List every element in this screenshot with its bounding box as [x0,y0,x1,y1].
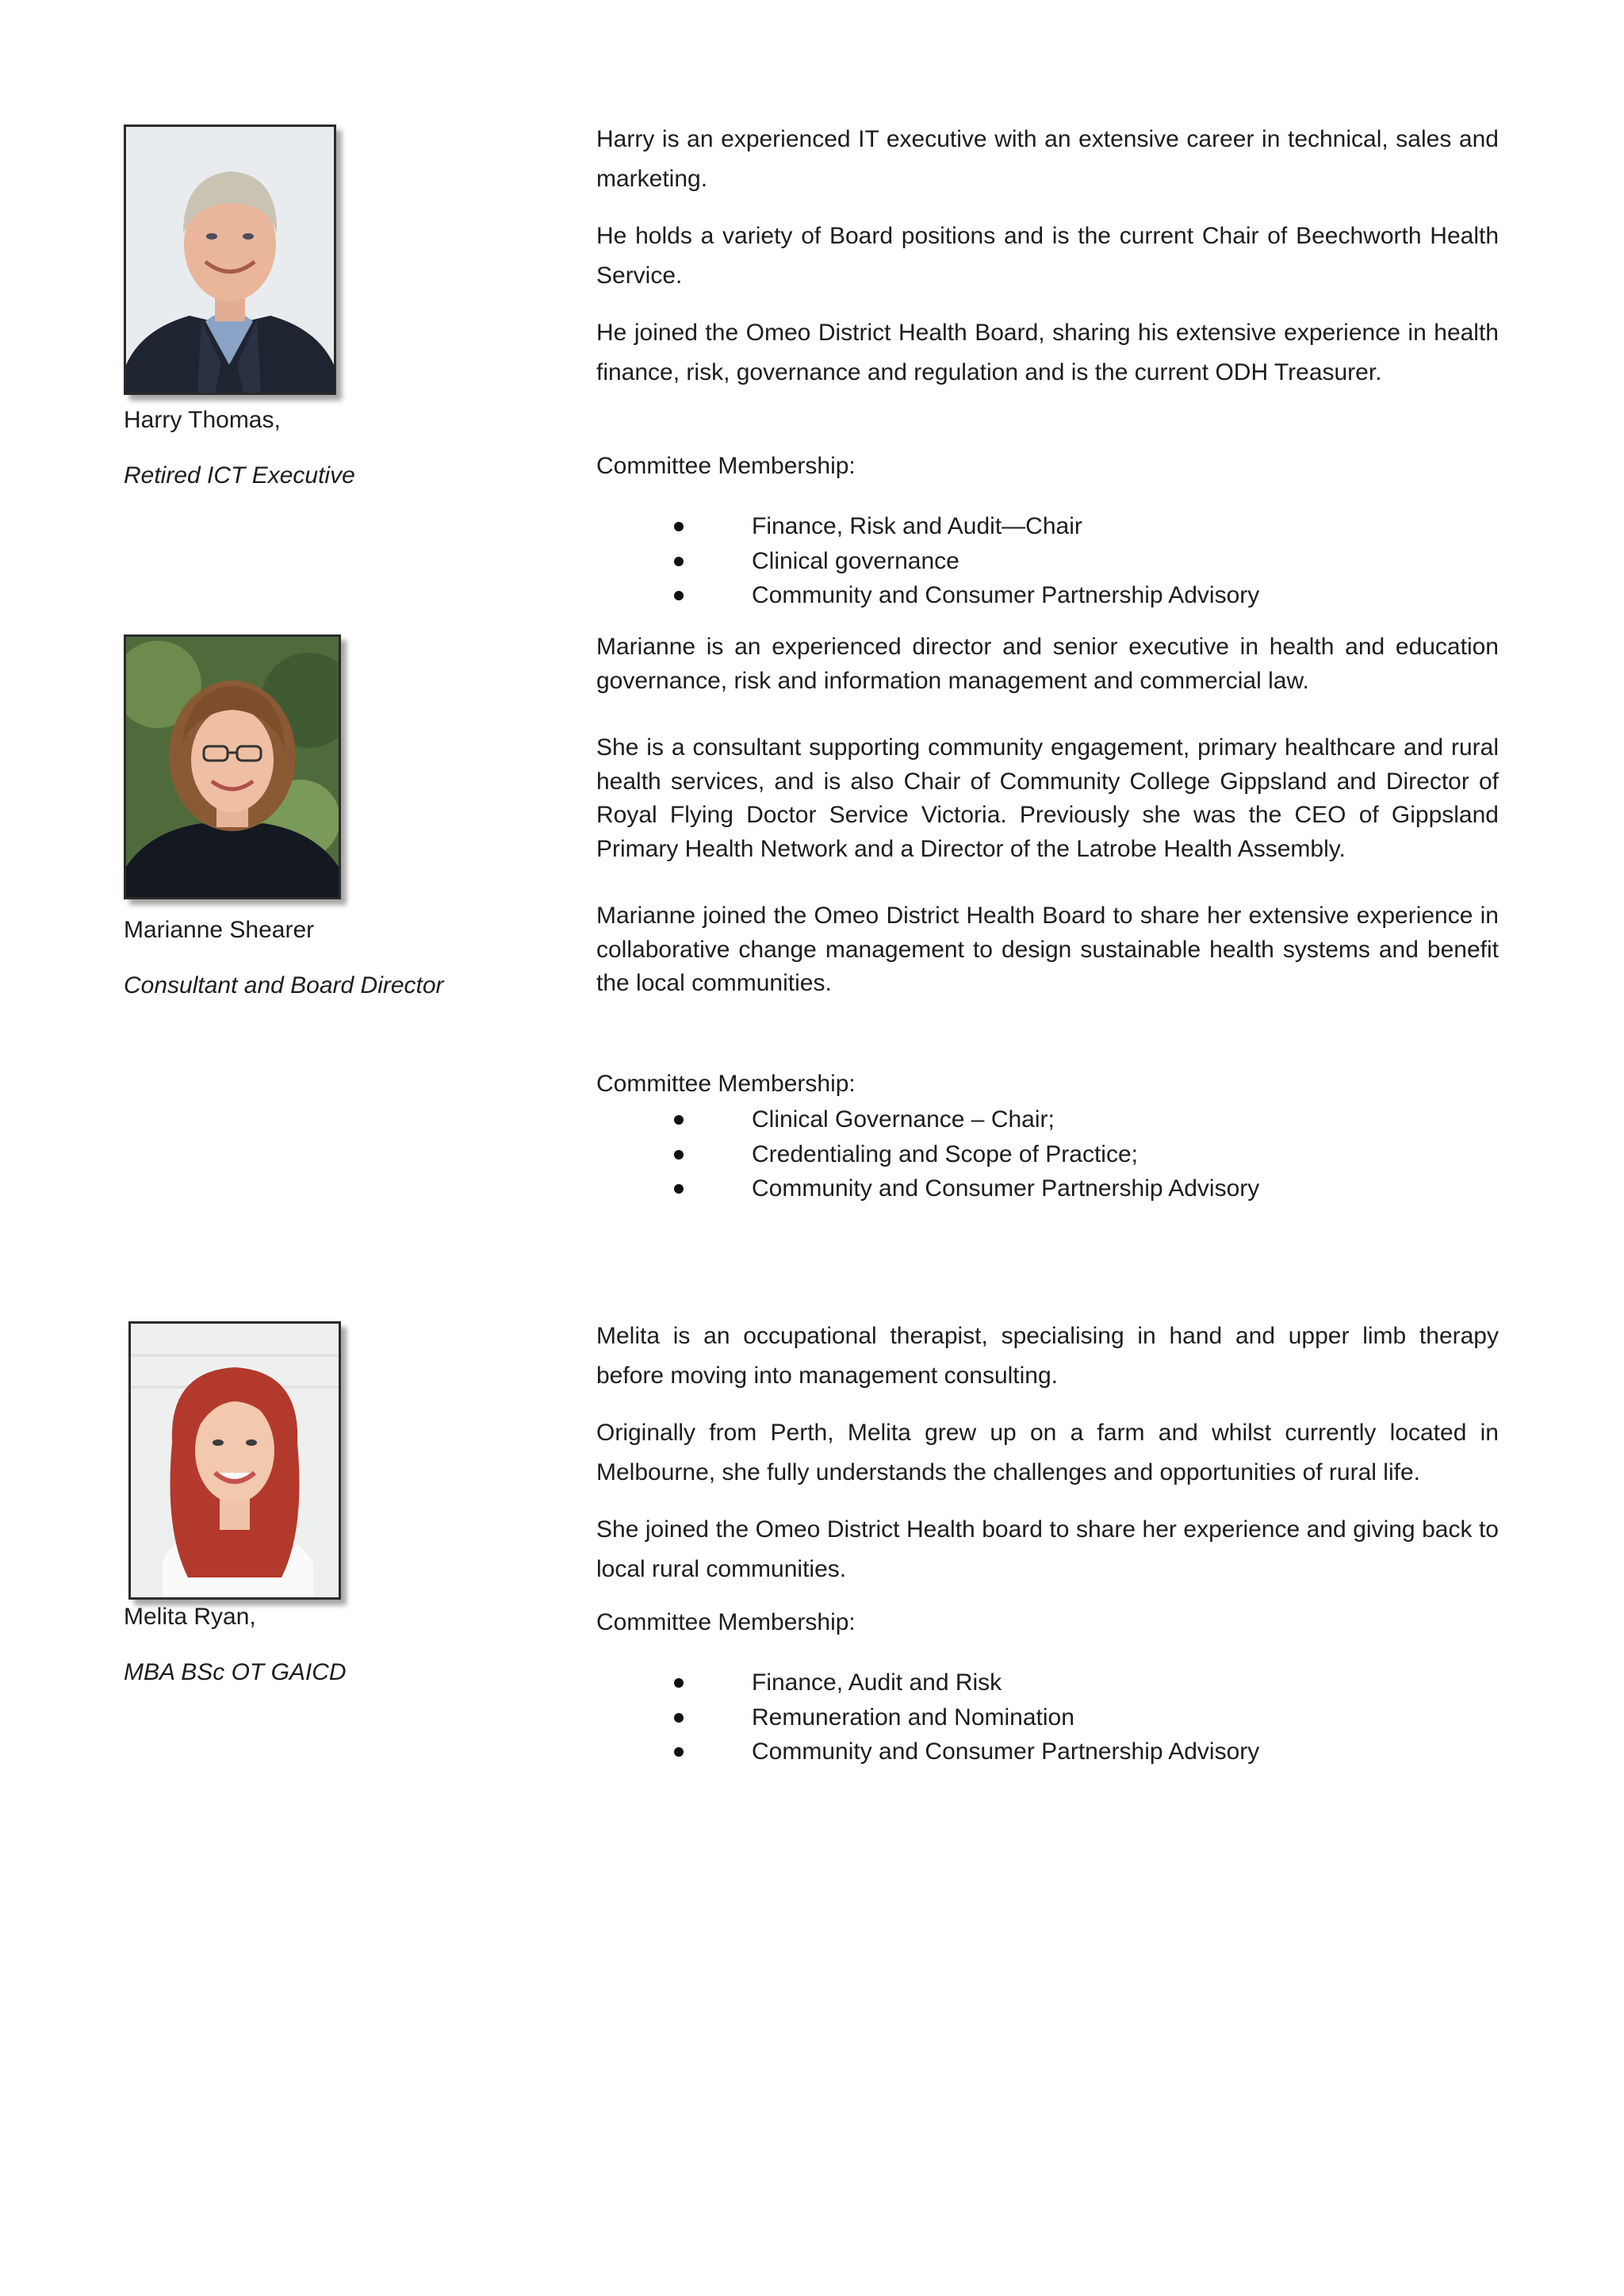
bio-paragraph: She joined the Omeo District Health board to share her experience and giving back to local rural communities. [596,1516,1499,1582]
person-bio [596,631,1499,1001]
committee-label: Committee Membership: [596,1609,856,1635]
person-name: Marianne Shearer [124,917,315,943]
committee-item: Finance, Risk and Audit—Chair [596,509,1259,544]
committee-item: Finance, Audit and Risk [596,1665,1259,1700]
bio-paragraph: She is a consultant supporting community engagement, primary healthcare and rural health services, and is also Chair of Community College Gippsland and Director of Royal Flying Doctor Service Victoria. Previously she was the CEO of Gippsland Primary Health Network and a Director of the Latrobe Health Assembly. [596,734,1499,862]
person-name: Harry Thomas, [124,407,281,433]
harry-thomas-photo [124,125,336,395]
person-title: Consultant and Board Director [124,972,444,999]
committee-list [596,1665,1259,1769]
committee-item: Clinical governance [596,544,1259,579]
bio-paragraph: He joined the Omeo District Health Board, sharing his extensive experience in health finance, risk, governance and regulation and is the current ODH Treasurer. [596,320,1499,385]
person-bio [596,120,1499,410]
committee-item: Community and Consumer Partnership Advisory [596,578,1259,613]
bio-paragraph: Marianne joined the Omeo District Health Board to share her extensive experience in collaborative change management to design sustainable health systems and benefit the local communities. [596,903,1499,996]
bio-paragraph: Harry is an experienced IT executive with an extensive career in technical, sales and marketing. [596,126,1499,192]
person-name: Melita Ryan, [124,1604,256,1630]
bio-paragraph: Melita is an occupational therapist, specialising in hand and upper limb therapy before moving into management consulting. [596,1323,1499,1389]
committee-label: Committee Membership: [596,453,856,479]
bio-paragraph: He holds a variety of Board positions and is the current Chair of Beechworth Health Service. [596,223,1499,289]
committee-item: Community and Consumer Partnership Advisory [596,1171,1259,1206]
committee-item: Community and Consumer Partnership Advisory [596,1734,1259,1769]
bio-paragraph: Originally from Perth, Melita grew up on a farm and whilst currently located in Melbourne, she fully understands the challenges and opportunities of rural life. [596,1420,1499,1485]
committee-label: Committee Membership: [596,1071,856,1097]
person-bio [596,1317,1499,1607]
marianne-shearer-photo [124,634,341,899]
committee-list [596,509,1259,613]
person-title: MBA BSc OT GAICD [124,1659,347,1685]
committee-item: Clinical Governance – Chair; [596,1102,1259,1137]
committee-item: Remuneration and Nomination [596,1700,1259,1735]
committee-item: Credentialing and Scope of Practice; [596,1137,1259,1172]
person-title: Retired ICT Executive [124,462,355,489]
melita-ryan-photo [128,1321,341,1600]
bio-paragraph: Marianne is an experienced director and senior executive in health and education governance, risk and information management and commercial law. [596,634,1499,694]
committee-list [596,1102,1259,1206]
